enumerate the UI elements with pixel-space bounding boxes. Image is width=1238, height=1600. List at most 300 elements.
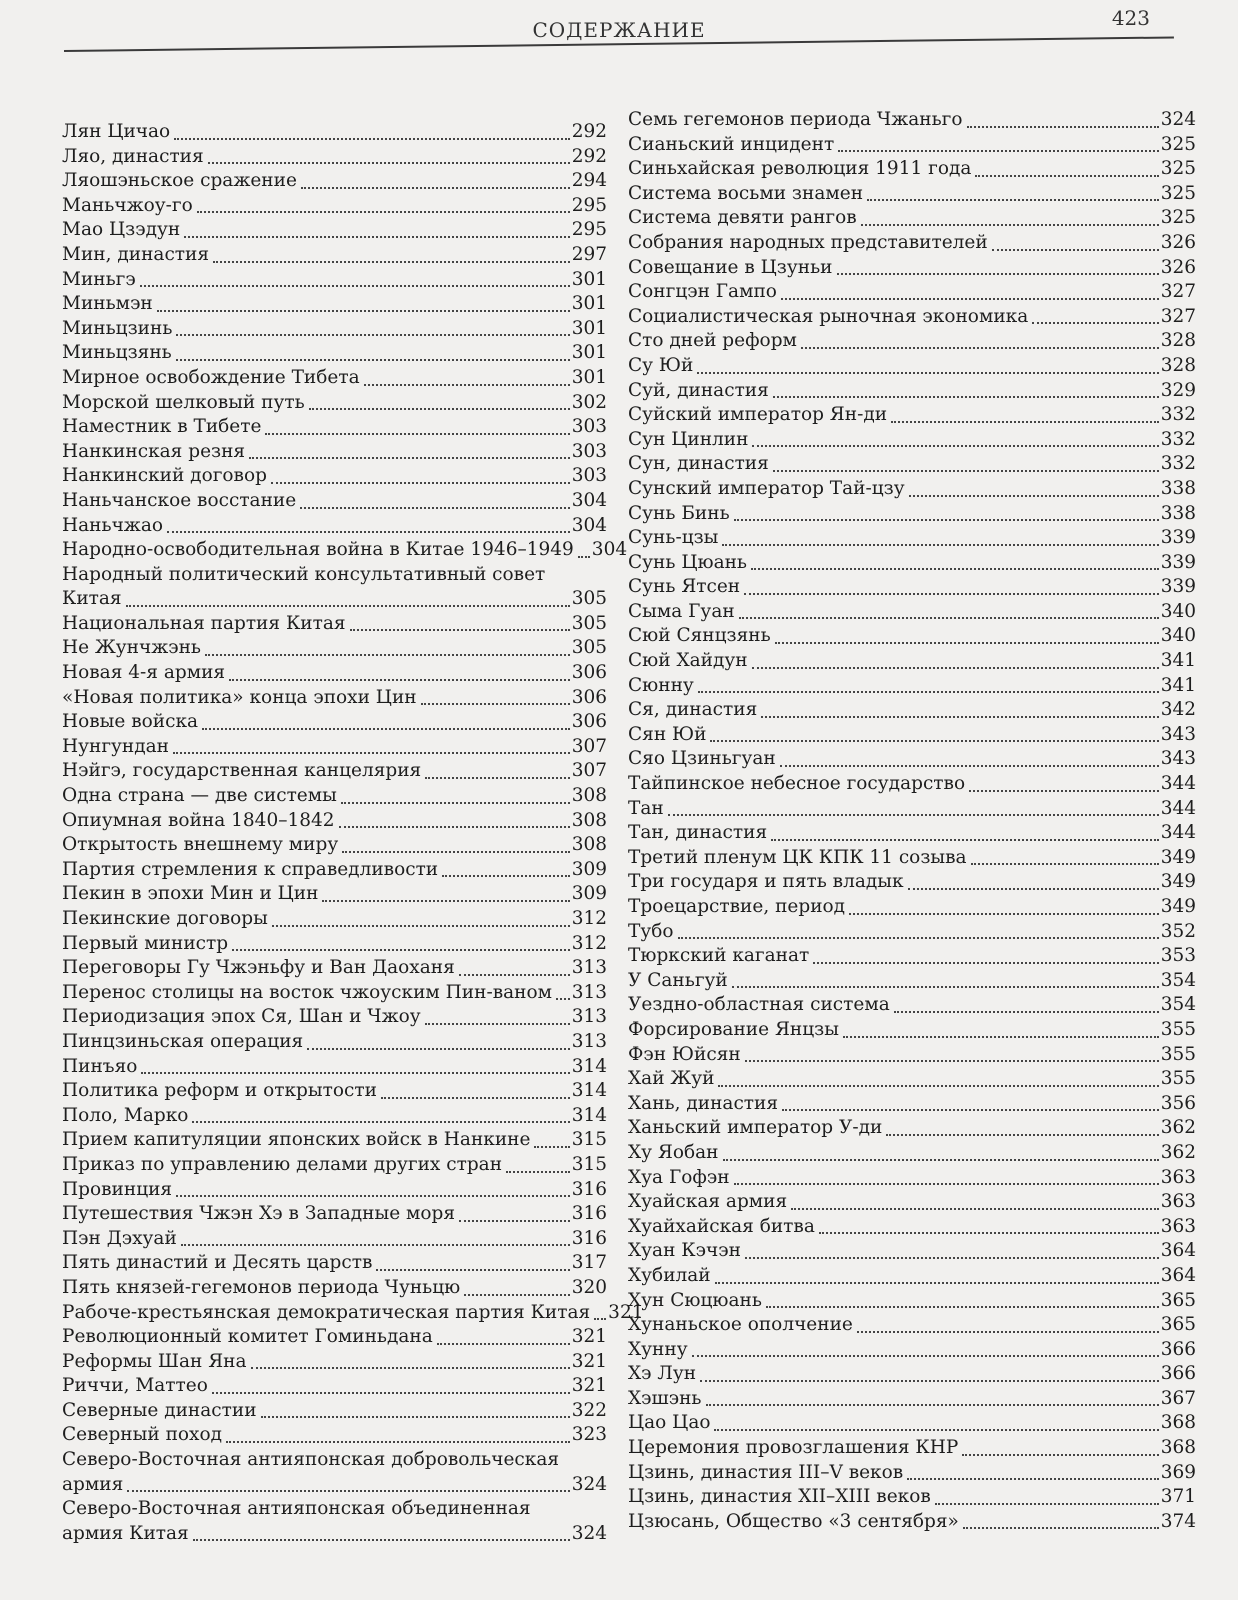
toc-entry-page: 324 bbox=[571, 1522, 607, 1544]
dot-leader bbox=[723, 1158, 1159, 1161]
toc-entry-title: Наместник в Тибете bbox=[62, 416, 262, 438]
toc-entry-page: 326 bbox=[1160, 256, 1196, 278]
toc-entry-title: Революционный комитет Гоминьдана bbox=[62, 1326, 433, 1348]
dot-leader bbox=[843, 1035, 1159, 1038]
toc-entry-title: Хунну bbox=[628, 1338, 688, 1360]
toc-entry-page: 363 bbox=[1160, 1191, 1196, 1213]
toc-left-column bbox=[62, 120, 644, 1546]
toc-entry-page: 338 bbox=[1160, 502, 1196, 524]
toc-entry bbox=[62, 218, 607, 243]
dot-leader bbox=[967, 125, 1159, 128]
toc-entry-page: 352 bbox=[1160, 920, 1196, 942]
toc-entry bbox=[62, 391, 607, 416]
toc-entry-page: 317 bbox=[571, 1252, 607, 1274]
toc-entry-title: Нанкинская резня bbox=[62, 440, 246, 462]
dot-leader bbox=[307, 1047, 569, 1050]
dot-leader bbox=[780, 764, 1159, 767]
page-title: СОДЕРЖАНИЕ bbox=[532, 18, 706, 42]
toc-entry-page: 349 bbox=[1160, 846, 1196, 868]
dot-leader bbox=[766, 1305, 1159, 1308]
toc-entry-page: 326 bbox=[1160, 231, 1196, 253]
dot-leader bbox=[971, 862, 1159, 865]
dot-leader bbox=[775, 641, 1159, 644]
toc-entry-title: Суйский император Ян-ди bbox=[628, 404, 888, 426]
toc-entry-title: Первый министр bbox=[62, 932, 229, 954]
dot-leader bbox=[668, 813, 1159, 816]
dot-leader bbox=[309, 407, 570, 410]
toc-entry bbox=[628, 1043, 1196, 1068]
toc-entry-page: 374 bbox=[1160, 1510, 1196, 1532]
toc-entry-title: Семь гегемонов периода Чжаньго bbox=[628, 109, 963, 130]
toc-entry-page: 366 bbox=[1160, 1363, 1196, 1385]
dot-leader bbox=[975, 174, 1158, 177]
toc-entry bbox=[628, 379, 1196, 404]
toc-entry-page: 305 bbox=[571, 588, 607, 610]
toc-entry bbox=[62, 809, 607, 834]
toc-entry bbox=[62, 243, 607, 268]
toc-entry bbox=[628, 157, 1196, 182]
dot-leader bbox=[715, 1281, 1159, 1284]
toc-entry-title: Три государя и пять владык bbox=[628, 871, 904, 893]
dot-leader bbox=[698, 690, 1159, 693]
dot-leader bbox=[909, 494, 1159, 497]
toc-entry bbox=[628, 772, 1196, 797]
toc-entry-title: Тайпинское небесное государство bbox=[628, 773, 966, 795]
toc-entry-page: 325 bbox=[1160, 133, 1196, 155]
dot-leader bbox=[849, 912, 1159, 915]
toc-entry-page: 332 bbox=[1160, 404, 1196, 426]
dot-leader bbox=[692, 1354, 1159, 1357]
toc-entry-title: Хуа Гофэн bbox=[628, 1166, 730, 1188]
dot-leader bbox=[773, 469, 1159, 472]
toc-entry-title: Хуайская армия bbox=[628, 1191, 788, 1213]
toc-entry-title: Сян Юй bbox=[628, 723, 707, 745]
toc-entry-title: Миньмэн bbox=[62, 293, 153, 315]
toc-entry-title: Хун Сюцюань bbox=[628, 1289, 762, 1311]
toc-entry-title: Хэ Лун bbox=[628, 1363, 697, 1385]
toc-entry-title: Рабоче-крестьянская демократическая партия Китая bbox=[62, 1301, 591, 1323]
toc-entry-title: Миньцзянь bbox=[62, 342, 172, 364]
toc-entry bbox=[628, 108, 1196, 133]
toc-entry bbox=[628, 993, 1196, 1018]
toc-entry-page: 323 bbox=[571, 1424, 607, 1446]
toc-entry-page: 325 bbox=[1160, 158, 1196, 180]
dot-leader bbox=[819, 1231, 1159, 1234]
toc-entry-title: Приказ по управлению делами других стран bbox=[62, 1153, 503, 1175]
toc-entry-page: 302 bbox=[571, 391, 607, 413]
toc-entry bbox=[628, 452, 1196, 477]
toc-entry-title: Сюй Хайдун bbox=[628, 650, 748, 672]
toc-entry bbox=[62, 686, 607, 711]
dot-leader bbox=[752, 666, 1159, 669]
toc-entry-title: Ся, династия bbox=[628, 699, 758, 721]
dot-leader bbox=[781, 297, 1159, 300]
toc-entry-title: Хубилай bbox=[628, 1264, 711, 1286]
dot-leader bbox=[342, 850, 569, 853]
toc-entry bbox=[628, 206, 1196, 231]
toc-entry-page: 303 bbox=[571, 440, 607, 462]
dot-leader bbox=[534, 1145, 569, 1148]
toc-entry bbox=[62, 415, 607, 440]
toc-entry-page: 292 bbox=[571, 121, 607, 142]
toc-entry-page: 332 bbox=[1160, 428, 1196, 450]
dot-leader bbox=[578, 555, 590, 558]
dot-leader bbox=[861, 223, 1159, 226]
dot-leader bbox=[140, 284, 570, 287]
toc-entry-page: 301 bbox=[571, 268, 607, 290]
dot-leader bbox=[992, 248, 1159, 251]
toc-entry-title: Лян Цичао bbox=[62, 121, 171, 142]
toc-entry-page: 362 bbox=[1160, 1117, 1196, 1139]
toc-entry-page: 313 bbox=[571, 1030, 607, 1052]
dot-leader bbox=[678, 936, 1159, 939]
toc-entry bbox=[628, 895, 1196, 920]
toc-entry bbox=[62, 341, 607, 366]
dot-leader bbox=[249, 456, 570, 459]
toc-entry bbox=[628, 1510, 1196, 1535]
toc-entry bbox=[62, 1325, 607, 1350]
dot-leader bbox=[710, 739, 1158, 742]
toc-entry-page: 339 bbox=[1160, 527, 1196, 549]
toc-entry bbox=[62, 317, 607, 342]
toc-entry bbox=[62, 612, 607, 637]
dot-leader bbox=[350, 628, 570, 631]
toc-entry bbox=[628, 1067, 1196, 1092]
dot-leader bbox=[157, 309, 570, 312]
dot-leader bbox=[838, 149, 1159, 152]
toc-entry-title: Фэн Юйсян bbox=[628, 1043, 741, 1065]
toc-entry-page: 344 bbox=[1160, 773, 1196, 795]
toc-entry-title: Церемония провозглашения КНР bbox=[628, 1437, 959, 1459]
toc-entry-title: Пекин в эпохи Мин и Цин bbox=[62, 883, 319, 905]
toc-entry bbox=[62, 1251, 607, 1276]
toc-entry bbox=[628, 846, 1196, 871]
toc-entry-page: 305 bbox=[571, 612, 607, 634]
dot-leader bbox=[176, 333, 569, 336]
toc-entry-title: Собрания народных представителей bbox=[628, 231, 988, 253]
toc-entry bbox=[628, 674, 1196, 699]
toc-entry-page: 364 bbox=[1160, 1240, 1196, 1262]
toc-entry bbox=[62, 1178, 607, 1203]
dot-leader bbox=[739, 616, 1159, 619]
toc-entry-title: Пинъяо bbox=[62, 1055, 138, 1077]
toc-entry-page: 321 bbox=[571, 1326, 607, 1348]
toc-entry bbox=[628, 231, 1196, 256]
dot-leader bbox=[226, 1440, 570, 1443]
toc-entry bbox=[628, 1239, 1196, 1264]
toc-entry bbox=[62, 194, 607, 219]
toc-entry bbox=[628, 1116, 1196, 1141]
dot-leader bbox=[213, 260, 570, 263]
dot-leader bbox=[732, 985, 1159, 988]
toc-entry-page: 308 bbox=[571, 785, 607, 807]
toc-entry-title: Путешествия Чжэн Хэ в Западные моря bbox=[62, 1203, 456, 1225]
toc-entry-title: Народный политический консультативный совет bbox=[62, 563, 546, 585]
toc-entry-title: Мин, династия bbox=[62, 243, 210, 265]
toc-entry bbox=[628, 1215, 1196, 1240]
dot-leader bbox=[181, 1243, 570, 1246]
toc-entry-page: 328 bbox=[1160, 354, 1196, 376]
toc-entry bbox=[62, 120, 607, 145]
toc-entry bbox=[62, 833, 607, 858]
toc-entry bbox=[62, 981, 607, 1006]
toc-entry-title: Мао Цзэдун bbox=[62, 219, 181, 241]
toc-entry-page: 338 bbox=[1160, 477, 1196, 499]
toc-entry-title: Сун, династия bbox=[628, 453, 769, 475]
dot-leader bbox=[771, 838, 1159, 841]
toc-entry bbox=[628, 944, 1196, 969]
toc-entry-page: 329 bbox=[1160, 379, 1196, 401]
toc-entry bbox=[628, 1461, 1196, 1486]
toc-entry-title: Хунаньское ополчение bbox=[628, 1314, 853, 1336]
toc-entry bbox=[628, 600, 1196, 625]
dot-leader bbox=[773, 395, 1159, 398]
toc-entry-page: 306 bbox=[571, 711, 607, 733]
toc-entry bbox=[62, 735, 607, 760]
toc-entry-title: Опиумная война 1840–1842 bbox=[62, 809, 335, 831]
dot-leader bbox=[437, 1342, 570, 1345]
toc-entry-page: 316 bbox=[571, 1178, 607, 1200]
toc-entry-page: 314 bbox=[571, 1080, 607, 1102]
toc-entry-title: Риччи, Маттео bbox=[62, 1375, 208, 1397]
dot-leader bbox=[229, 678, 570, 681]
dot-leader bbox=[339, 825, 570, 828]
toc-entry-page: 339 bbox=[1160, 576, 1196, 598]
toc-entry-title: Сонгцэн Гампо bbox=[628, 281, 777, 303]
toc-entry bbox=[62, 292, 607, 317]
toc-entry-page: 355 bbox=[1160, 1018, 1196, 1040]
toc-entry-page: 306 bbox=[571, 662, 607, 684]
toc-entry-page: 301 bbox=[571, 366, 607, 388]
toc-entry bbox=[628, 1436, 1196, 1461]
dot-leader bbox=[381, 1096, 570, 1099]
toc-entry bbox=[62, 1350, 607, 1375]
toc-entry bbox=[628, 1485, 1196, 1510]
toc-entry-title-continued: армия bbox=[62, 1473, 124, 1495]
toc-entry-title: Суй, династия bbox=[628, 379, 769, 401]
toc-entry bbox=[628, 624, 1196, 649]
dot-leader bbox=[208, 161, 570, 164]
toc-entry-page: 365 bbox=[1160, 1289, 1196, 1311]
toc-entry bbox=[62, 1005, 607, 1030]
toc-entry-page: 306 bbox=[571, 686, 607, 708]
dot-leader bbox=[894, 1010, 1159, 1013]
toc-entry-title: Су Юй bbox=[628, 354, 694, 376]
toc-entry-title: Ханьский император У-ди bbox=[628, 1117, 883, 1139]
toc-entry-title: Новая 4-я армия bbox=[62, 662, 226, 684]
toc-entry bbox=[628, 502, 1196, 527]
toc-entry-page: 313 bbox=[571, 1006, 607, 1028]
toc-entry bbox=[628, 1141, 1196, 1166]
toc-entry-page: 292 bbox=[571, 145, 607, 167]
toc-entry bbox=[628, 526, 1196, 551]
dot-leader bbox=[745, 1059, 1159, 1062]
toc-entry bbox=[62, 514, 607, 539]
dot-leader bbox=[251, 1366, 570, 1369]
toc-entry-title: Северные династии bbox=[62, 1399, 257, 1421]
toc-entry-title: Нанкинский договор bbox=[62, 465, 267, 487]
dot-leader bbox=[167, 530, 570, 533]
toc-entry bbox=[628, 256, 1196, 281]
toc-entry bbox=[62, 1227, 607, 1252]
toc-entry bbox=[62, 464, 607, 489]
toc-entry-title: Хань, династия bbox=[628, 1092, 779, 1114]
toc-entry-title: Национальная партия Китая bbox=[62, 612, 346, 634]
dot-leader bbox=[232, 948, 570, 951]
dot-leader bbox=[197, 210, 570, 213]
toc-entry-title: Прием капитуляции японских войск в Нанкине bbox=[62, 1129, 531, 1151]
toc-entry bbox=[628, 723, 1196, 748]
toc-entry-page: 364 bbox=[1160, 1264, 1196, 1286]
page-number: 423 bbox=[1111, 6, 1150, 30]
toc-entry bbox=[628, 1313, 1196, 1338]
toc-entry-page: 307 bbox=[571, 760, 607, 782]
dot-leader bbox=[341, 801, 570, 804]
dot-leader bbox=[745, 1256, 1159, 1259]
toc-entry bbox=[62, 661, 607, 686]
toc-entry-title: Не Жунчжэнь bbox=[62, 637, 201, 659]
toc-entry-title: Открытость внешнему миру bbox=[62, 834, 339, 856]
toc-entry-title-continued: армия Китая bbox=[62, 1522, 189, 1544]
toc-entry bbox=[628, 477, 1196, 502]
toc-entry-title: Тубо bbox=[628, 920, 674, 942]
toc-entry bbox=[628, 969, 1196, 994]
toc-entry-page: 297 bbox=[571, 243, 607, 265]
dot-leader bbox=[751, 567, 1159, 570]
toc-entry-page: 316 bbox=[571, 1203, 607, 1225]
toc-entry-page: 365 bbox=[1160, 1314, 1196, 1336]
toc-entry-page: 354 bbox=[1160, 969, 1196, 991]
toc-entry bbox=[628, 329, 1196, 354]
toc-entry-title: Хуайхайская битва bbox=[628, 1215, 815, 1237]
toc-entry-title: Наньчанское восстание bbox=[62, 489, 297, 511]
toc-entry-title: Ху Яобан bbox=[628, 1141, 719, 1163]
toc-entry-title: Реформы Шан Яна bbox=[62, 1350, 247, 1372]
toc-entry bbox=[62, 932, 607, 957]
toc-entry-title: Политика реформ и открытости bbox=[62, 1080, 377, 1102]
toc-entry-title: Уездно-областная система bbox=[628, 994, 890, 1016]
toc-entry bbox=[628, 403, 1196, 428]
toc-entry-page: 327 bbox=[1160, 281, 1196, 303]
dot-leader bbox=[184, 235, 570, 238]
dot-leader bbox=[272, 924, 570, 927]
toc-entry-title: Тан bbox=[628, 797, 664, 819]
toc-entry bbox=[62, 1448, 607, 1497]
dot-leader bbox=[425, 776, 569, 779]
toc-entry-title: Совещание в Цзуньи bbox=[628, 256, 833, 278]
toc-entry bbox=[628, 280, 1196, 305]
toc-entry-title: Пять династий и Десять царств bbox=[62, 1252, 373, 1274]
toc-entry bbox=[628, 133, 1196, 158]
toc-entry-page: 321 bbox=[608, 1301, 644, 1323]
toc-entry-page: 309 bbox=[571, 883, 607, 905]
toc-entry bbox=[628, 698, 1196, 723]
toc-entry bbox=[62, 1079, 607, 1104]
toc-entry bbox=[628, 1092, 1196, 1117]
dot-leader bbox=[459, 1219, 570, 1222]
toc-entry-title: У Саньгуй bbox=[628, 969, 728, 991]
toc-entry-title: Сунь-цзы bbox=[628, 527, 719, 549]
dot-leader bbox=[126, 604, 570, 607]
dot-leader bbox=[301, 186, 570, 189]
toc-entry-title: Наньчжао bbox=[62, 514, 163, 536]
toc-entry bbox=[62, 538, 628, 563]
toc-entry bbox=[62, 784, 607, 809]
toc-entry bbox=[62, 1301, 644, 1326]
toc-entry-title: Сун Цинлин bbox=[628, 428, 749, 450]
dot-leader bbox=[205, 653, 570, 656]
dot-leader bbox=[261, 1415, 570, 1418]
dot-leader bbox=[265, 432, 569, 435]
toc-entry-title: Троецарствие, период bbox=[628, 896, 846, 917]
dot-leader bbox=[193, 1538, 570, 1541]
dot-leader bbox=[734, 518, 1159, 521]
toc-entry bbox=[628, 747, 1196, 772]
toc-entry-title-continued: Китая bbox=[62, 588, 122, 610]
toc-entry bbox=[62, 1030, 607, 1055]
toc-entry-title: Сунь Ятсен bbox=[628, 576, 741, 598]
toc-entry-title: Провинция bbox=[62, 1178, 173, 1200]
toc-entry bbox=[628, 1190, 1196, 1215]
toc-entry-page: 340 bbox=[1160, 625, 1196, 647]
toc-entry-page: 325 bbox=[1160, 182, 1196, 204]
toc-entry-page: 354 bbox=[1160, 994, 1196, 1016]
dot-leader bbox=[867, 198, 1159, 201]
toc-entry-page: 353 bbox=[1160, 945, 1196, 967]
toc-entry-title: Мирное освобождение Тибета bbox=[62, 366, 360, 388]
toc-entry-page: 303 bbox=[571, 465, 607, 487]
toc-entry-page: 327 bbox=[1160, 305, 1196, 327]
dot-leader bbox=[322, 899, 569, 902]
toc-entry-page: 294 bbox=[571, 170, 607, 192]
toc-entry-title: Одна страна — две системы bbox=[62, 785, 337, 807]
toc-entry bbox=[628, 1166, 1196, 1191]
toc-entry bbox=[62, 1128, 607, 1153]
toc-entry-page: 368 bbox=[1160, 1412, 1196, 1434]
toc-entry bbox=[628, 1018, 1196, 1043]
toc-entry bbox=[62, 1497, 607, 1546]
dot-leader bbox=[963, 1526, 1159, 1529]
toc-entry-page: 312 bbox=[571, 932, 607, 954]
toc-entry bbox=[62, 956, 607, 981]
toc-entry bbox=[62, 268, 607, 293]
toc-entry-title: Северо-Восточная антияпонская добровольческая bbox=[62, 1449, 560, 1471]
dot-leader bbox=[421, 702, 570, 705]
toc-entry bbox=[62, 1055, 607, 1080]
toc-entry-page: 313 bbox=[571, 957, 607, 979]
toc-entry bbox=[62, 1399, 607, 1424]
dot-leader bbox=[791, 1207, 1159, 1210]
toc-entry-page: 363 bbox=[1160, 1166, 1196, 1188]
toc-entry bbox=[628, 649, 1196, 674]
toc-entry-title: Пекинские договоры bbox=[62, 908, 268, 929]
toc-entry bbox=[628, 1362, 1196, 1387]
dot-leader bbox=[718, 1084, 1158, 1087]
toc-entry-title: Цзинь, династия III–V веков bbox=[628, 1461, 904, 1483]
toc-entry bbox=[628, 797, 1196, 822]
toc-entry-title: Хуан Кэчэн bbox=[628, 1240, 741, 1262]
dot-leader bbox=[1032, 321, 1158, 324]
toc-entry bbox=[628, 1264, 1196, 1289]
toc-entry-page: 301 bbox=[571, 317, 607, 339]
dot-leader bbox=[857, 1330, 1159, 1333]
toc-entry-title: Поло, Марко bbox=[62, 1104, 189, 1126]
toc-entry-page: 315 bbox=[571, 1153, 607, 1175]
dot-leader bbox=[935, 1502, 1159, 1505]
dot-leader bbox=[722, 543, 1158, 546]
toc-entry-title: Сюнну bbox=[628, 674, 694, 696]
toc-entry-page: 307 bbox=[571, 735, 607, 757]
